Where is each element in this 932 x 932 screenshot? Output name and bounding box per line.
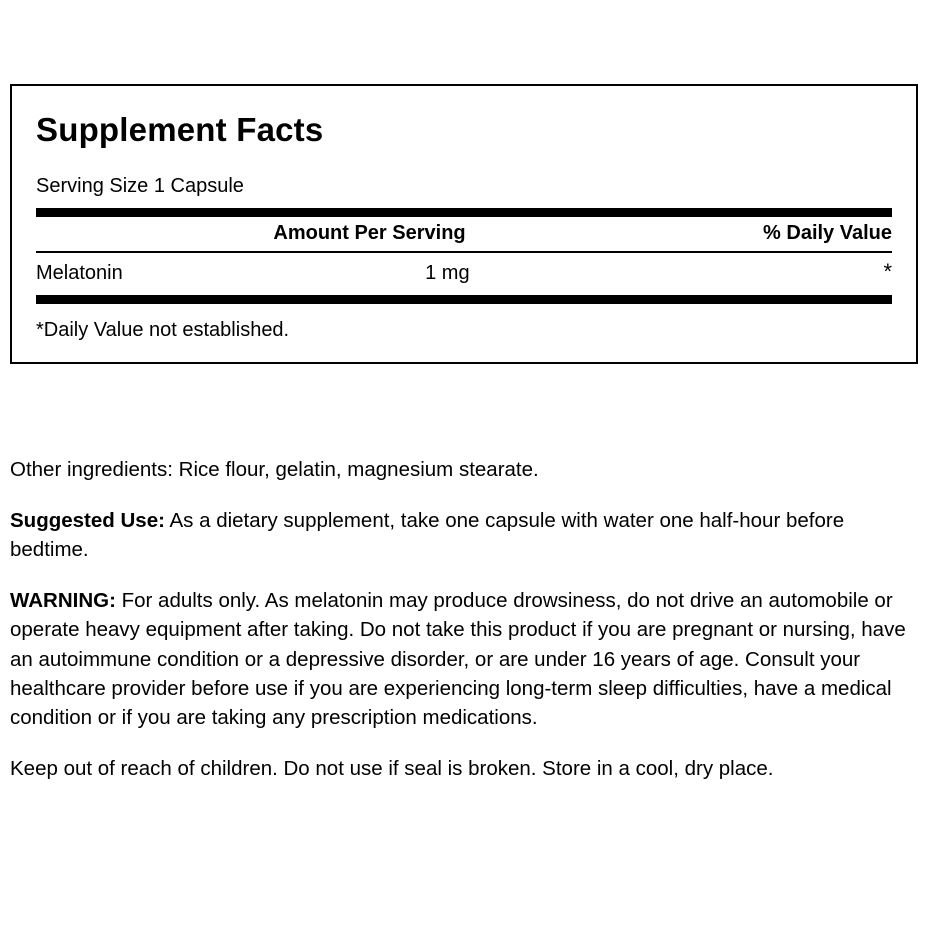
supplement-facts-panel [10, 84, 918, 364]
panel-column-headers [36, 217, 892, 251]
warning-label: WARNING: [10, 589, 116, 613]
serving-size: Serving Size 1 Capsule [36, 175, 244, 198]
warning-paragraph [10, 586, 922, 732]
nutrient-daily-value: * [883, 259, 892, 285]
nutrient-name: Melatonin [36, 262, 123, 285]
nutrient-amount: 1 mg [425, 262, 470, 285]
column-header-daily-value: % Daily Value [763, 222, 892, 245]
suggested-use-paragraph [10, 506, 922, 564]
suggested-use-label: Suggested Use: [10, 509, 165, 533]
suggested-use-text: As a dietary supplement, take one capsule with water one half-hour before bedtime. [10, 509, 845, 562]
table-row [36, 253, 892, 295]
storage-paragraph: Keep out of reach of children. Do not use if seal is broken. Store in a cool, dry place. [10, 756, 774, 780]
warning-text: For adults only. As melatonin may produce drowsiness, do not drive an automobile or operate heavy equipment after taking. Do not take this product if you are pregnant or nursing, have an autoimmune condition or a depressive disorder, or are under 16 years of age. Consult your healthcare provider before use if you are experiencing long-term sleep difficulties, have a medical condition or if you are taking any prescription medications. [10, 589, 906, 729]
panel-title: Supplement Facts [36, 111, 324, 148]
panel-rule-top [36, 208, 892, 217]
panel-rule-bottom [36, 295, 892, 304]
panel-footnote: *Daily Value not established. [36, 319, 290, 342]
column-header-amount-per-serving: Amount Per Serving [273, 222, 466, 245]
other-ingredients-paragraph: Other ingredients: Rice flour, gelatin, magnesium stearate. [10, 458, 539, 481]
label-body-copy [10, 455, 922, 783]
